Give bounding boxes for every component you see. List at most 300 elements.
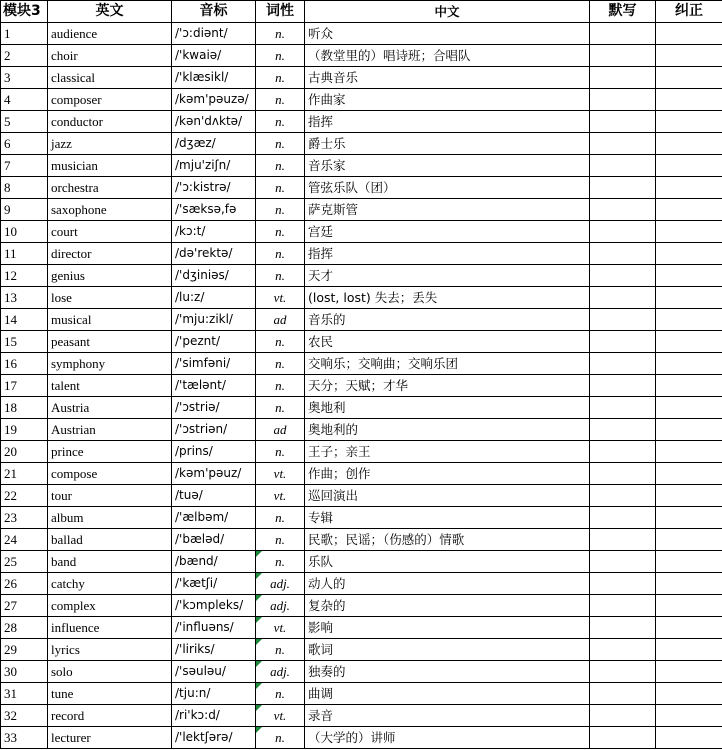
cell-number[interactable] bbox=[1, 199, 48, 221]
table-row bbox=[1, 529, 722, 551]
header-phonetic[interactable]: 音标 bbox=[172, 1, 256, 23]
cell-correction[interactable] bbox=[656, 287, 722, 309]
cell-phonetic[interactable] bbox=[172, 67, 256, 89]
cell-dictation[interactable] bbox=[590, 419, 656, 441]
cell-chinese-text: 指挥 bbox=[308, 246, 334, 261]
cell-chinese[interactable] bbox=[305, 177, 590, 199]
cell-dictation[interactable] bbox=[590, 639, 656, 661]
cell-chinese[interactable] bbox=[305, 617, 590, 639]
cell-pos[interactable] bbox=[256, 23, 305, 45]
cell-chinese[interactable] bbox=[305, 45, 590, 67]
cell-correction[interactable] bbox=[656, 551, 722, 573]
cell-phonetic[interactable] bbox=[172, 529, 256, 551]
cell-phonetic[interactable] bbox=[172, 595, 256, 617]
cell-dictation[interactable] bbox=[590, 353, 656, 375]
cell-english[interactable] bbox=[48, 177, 172, 199]
cell-dictation[interactable] bbox=[590, 705, 656, 727]
cell-phonetic[interactable] bbox=[172, 309, 256, 331]
cell-pos[interactable] bbox=[256, 45, 305, 67]
table-row bbox=[1, 23, 722, 45]
cell-phonetic[interactable] bbox=[172, 199, 256, 221]
cell-correction[interactable] bbox=[656, 617, 722, 639]
cell-number-text: 8 bbox=[4, 180, 11, 195]
cell-phonetic-text: /'ɔstriən/ bbox=[175, 422, 228, 436]
cell-chinese[interactable] bbox=[305, 529, 590, 551]
cell-phonetic[interactable] bbox=[172, 551, 256, 573]
cell-correction[interactable] bbox=[656, 89, 722, 111]
cell-pos[interactable] bbox=[256, 507, 305, 529]
cell-phonetic-text: /də'rektə/ bbox=[175, 246, 233, 260]
cell-dictation[interactable] bbox=[590, 375, 656, 397]
cell-phonetic[interactable] bbox=[172, 331, 256, 353]
cell-chinese[interactable] bbox=[305, 331, 590, 353]
cell-phonetic[interactable] bbox=[172, 419, 256, 441]
cell-pos[interactable] bbox=[256, 177, 305, 199]
cell-english[interactable] bbox=[48, 573, 172, 595]
cell-pos[interactable] bbox=[256, 155, 305, 177]
cell-number-text: 10 bbox=[4, 224, 17, 239]
cell-phonetic-text: /'sæksə,fə bbox=[175, 202, 237, 216]
cell-pos[interactable] bbox=[256, 67, 305, 89]
cell-dictation[interactable] bbox=[590, 441, 656, 463]
cell-dictation[interactable] bbox=[590, 199, 656, 221]
cell-chinese[interactable] bbox=[305, 661, 590, 683]
cell-english[interactable] bbox=[48, 551, 172, 573]
cell-number[interactable] bbox=[1, 331, 48, 353]
cell-english[interactable] bbox=[48, 23, 172, 45]
cell-correction[interactable] bbox=[656, 67, 722, 89]
cell-number[interactable] bbox=[1, 485, 48, 507]
cell-chinese-text: 动人的 bbox=[308, 576, 346, 591]
cell-phonetic[interactable] bbox=[172, 727, 256, 749]
cell-pos-text: n. bbox=[275, 48, 285, 63]
cell-number[interactable] bbox=[1, 243, 48, 265]
cell-phonetic-text: /kəm'pəuz/ bbox=[175, 466, 242, 480]
cell-chinese[interactable] bbox=[305, 485, 590, 507]
cell-phonetic[interactable] bbox=[172, 133, 256, 155]
cell-pos[interactable] bbox=[256, 573, 305, 595]
header-pos[interactable]: 词性 bbox=[256, 1, 305, 23]
cell-correction[interactable] bbox=[656, 309, 722, 331]
cell-chinese[interactable] bbox=[305, 353, 590, 375]
header-correction[interactable]: 纠正 bbox=[656, 1, 722, 23]
cell-english[interactable] bbox=[48, 485, 172, 507]
cell-dictation[interactable] bbox=[590, 573, 656, 595]
cell-correction[interactable] bbox=[656, 221, 722, 243]
cell-correction[interactable] bbox=[656, 661, 722, 683]
table-row bbox=[1, 639, 722, 661]
cell-pos[interactable] bbox=[256, 221, 305, 243]
cell-pos[interactable] bbox=[256, 375, 305, 397]
cell-number[interactable] bbox=[1, 617, 48, 639]
cell-correction[interactable] bbox=[656, 507, 722, 529]
cell-phonetic[interactable] bbox=[172, 111, 256, 133]
cell-correction[interactable] bbox=[656, 529, 722, 551]
cell-english[interactable] bbox=[48, 661, 172, 683]
cell-dictation[interactable] bbox=[590, 67, 656, 89]
cell-chinese[interactable] bbox=[305, 309, 590, 331]
cell-pos-text: n. bbox=[275, 532, 285, 547]
cell-phonetic-text: /kɔ:t/ bbox=[175, 224, 206, 238]
cell-phonetic[interactable] bbox=[172, 507, 256, 529]
cell-correction[interactable] bbox=[656, 419, 722, 441]
cell-dictation[interactable] bbox=[590, 23, 656, 45]
cell-phonetic[interactable] bbox=[172, 705, 256, 727]
cell-english[interactable] bbox=[48, 639, 172, 661]
cell-pos[interactable] bbox=[256, 331, 305, 353]
cell-phonetic[interactable] bbox=[172, 353, 256, 375]
cell-dictation[interactable] bbox=[590, 89, 656, 111]
cell-number[interactable] bbox=[1, 353, 48, 375]
cell-dictation[interactable] bbox=[590, 397, 656, 419]
cell-number-text: 17 bbox=[4, 378, 17, 393]
cell-phonetic[interactable] bbox=[172, 397, 256, 419]
cell-number[interactable] bbox=[1, 265, 48, 287]
cell-pos[interactable] bbox=[256, 463, 305, 485]
cell-chinese[interactable] bbox=[305, 573, 590, 595]
cell-pos[interactable] bbox=[256, 397, 305, 419]
cell-dictation[interactable] bbox=[590, 221, 656, 243]
cell-pos[interactable] bbox=[256, 243, 305, 265]
cell-number-text: 31 bbox=[4, 686, 17, 701]
cell-correction[interactable] bbox=[656, 463, 722, 485]
cell-chinese[interactable] bbox=[305, 683, 590, 705]
cell-correction[interactable] bbox=[656, 375, 722, 397]
cell-phonetic-text: /bænd/ bbox=[175, 554, 218, 568]
cell-pos-text: n. bbox=[275, 444, 285, 459]
cell-pos[interactable] bbox=[256, 661, 305, 683]
cell-phonetic[interactable] bbox=[172, 45, 256, 67]
cell-correction[interactable] bbox=[656, 485, 722, 507]
cell-correction[interactable] bbox=[656, 23, 722, 45]
cell-chinese[interactable] bbox=[305, 111, 590, 133]
cell-correction[interactable] bbox=[656, 45, 722, 67]
cell-chinese-text: 录音 bbox=[308, 708, 334, 723]
cell-english-text: ballad bbox=[51, 532, 83, 547]
cell-english[interactable] bbox=[48, 419, 172, 441]
cell-phonetic-text: /tuə/ bbox=[175, 488, 203, 502]
cell-pos[interactable] bbox=[256, 309, 305, 331]
cell-number[interactable] bbox=[1, 221, 48, 243]
cell-number[interactable] bbox=[1, 463, 48, 485]
cell-correction[interactable] bbox=[656, 133, 722, 155]
cell-chinese[interactable] bbox=[305, 727, 590, 749]
cell-pos[interactable] bbox=[256, 419, 305, 441]
cell-pos[interactable] bbox=[256, 89, 305, 111]
cell-english[interactable] bbox=[48, 89, 172, 111]
cell-number[interactable] bbox=[1, 595, 48, 617]
cell-phonetic[interactable] bbox=[172, 265, 256, 287]
cell-pos[interactable] bbox=[256, 353, 305, 375]
cell-english-text: solo bbox=[51, 664, 73, 679]
cell-dictation[interactable] bbox=[590, 617, 656, 639]
cell-english[interactable] bbox=[48, 507, 172, 529]
cell-pos-text: adj. bbox=[270, 576, 290, 591]
cell-chinese-text: 影响 bbox=[308, 620, 334, 635]
cell-chinese[interactable] bbox=[305, 507, 590, 529]
cell-correction[interactable] bbox=[656, 683, 722, 705]
table-row bbox=[1, 463, 722, 485]
cell-english[interactable] bbox=[48, 199, 172, 221]
cell-number[interactable] bbox=[1, 727, 48, 749]
cell-pos[interactable] bbox=[256, 287, 305, 309]
cell-pos[interactable] bbox=[256, 551, 305, 573]
cell-phonetic[interactable] bbox=[172, 639, 256, 661]
cell-phonetic-text: /'liriks/ bbox=[175, 642, 215, 656]
table-row bbox=[1, 507, 722, 529]
cell-phonetic[interactable] bbox=[172, 177, 256, 199]
cell-correction[interactable] bbox=[656, 353, 722, 375]
cell-chinese[interactable] bbox=[305, 23, 590, 45]
cell-chinese[interactable] bbox=[305, 397, 590, 419]
header-module[interactable]: 模块3 bbox=[1, 1, 48, 23]
cell-pos[interactable] bbox=[256, 595, 305, 617]
cell-phonetic[interactable] bbox=[172, 23, 256, 45]
cell-english[interactable] bbox=[48, 617, 172, 639]
cell-phonetic[interactable] bbox=[172, 617, 256, 639]
cell-chinese[interactable] bbox=[305, 419, 590, 441]
cell-dictation[interactable] bbox=[590, 661, 656, 683]
cell-number[interactable] bbox=[1, 507, 48, 529]
cell-number[interactable] bbox=[1, 309, 48, 331]
cell-number[interactable] bbox=[1, 155, 48, 177]
cell-dictation[interactable] bbox=[590, 595, 656, 617]
cell-number[interactable] bbox=[1, 397, 48, 419]
cell-phonetic[interactable] bbox=[172, 463, 256, 485]
header-dictation[interactable]: 默写 bbox=[590, 1, 656, 23]
cell-chinese-text: 指挥 bbox=[308, 114, 334, 129]
cell-correction[interactable] bbox=[656, 111, 722, 133]
cell-english[interactable] bbox=[48, 683, 172, 705]
cell-english[interactable] bbox=[48, 67, 172, 89]
cell-dictation[interactable] bbox=[590, 309, 656, 331]
cell-pos[interactable] bbox=[256, 111, 305, 133]
cell-dictation[interactable] bbox=[590, 331, 656, 353]
cell-correction[interactable] bbox=[656, 243, 722, 265]
cell-english[interactable] bbox=[48, 45, 172, 67]
cell-english[interactable] bbox=[48, 353, 172, 375]
cell-number[interactable] bbox=[1, 111, 48, 133]
cell-dictation[interactable] bbox=[590, 463, 656, 485]
cell-dictation[interactable] bbox=[590, 287, 656, 309]
cell-english[interactable] bbox=[48, 441, 172, 463]
cell-chinese-text: 音乐的 bbox=[308, 312, 346, 327]
cell-dictation[interactable] bbox=[590, 683, 656, 705]
cell-chinese-text: 古典音乐 bbox=[308, 70, 359, 85]
table-row bbox=[1, 155, 722, 177]
cell-english[interactable] bbox=[48, 287, 172, 309]
cell-pos-text: n. bbox=[275, 510, 285, 525]
cell-phonetic[interactable] bbox=[172, 155, 256, 177]
cell-phonetic-text: /'səuləu/ bbox=[175, 664, 226, 678]
cell-chinese[interactable] bbox=[305, 67, 590, 89]
cell-chinese[interactable] bbox=[305, 441, 590, 463]
cell-number[interactable] bbox=[1, 375, 48, 397]
cell-number[interactable] bbox=[1, 661, 48, 683]
cell-pos-text: n. bbox=[275, 730, 285, 745]
cell-english[interactable] bbox=[48, 155, 172, 177]
cell-phonetic[interactable] bbox=[172, 661, 256, 683]
cell-dictation[interactable] bbox=[590, 177, 656, 199]
cell-english[interactable] bbox=[48, 309, 172, 331]
cell-english[interactable] bbox=[48, 265, 172, 287]
cell-pos[interactable] bbox=[256, 617, 305, 639]
cell-number-text: 23 bbox=[4, 510, 17, 525]
cell-english[interactable] bbox=[48, 397, 172, 419]
cell-correction[interactable] bbox=[656, 705, 722, 727]
cell-chinese[interactable] bbox=[305, 705, 590, 727]
cell-pos[interactable] bbox=[256, 639, 305, 661]
cell-number-text: 1 bbox=[4, 26, 11, 41]
cell-number[interactable] bbox=[1, 23, 48, 45]
cell-number-text: 15 bbox=[4, 334, 17, 349]
cell-number-text: 5 bbox=[4, 114, 11, 129]
cell-number[interactable] bbox=[1, 705, 48, 727]
cell-number-text: 11 bbox=[4, 246, 17, 261]
cell-number[interactable] bbox=[1, 45, 48, 67]
cell-number[interactable] bbox=[1, 551, 48, 573]
cell-correction[interactable] bbox=[656, 573, 722, 595]
cell-chinese[interactable] bbox=[305, 221, 590, 243]
header-chinese[interactable]: 中文 bbox=[305, 1, 590, 23]
cell-dictation[interactable] bbox=[590, 265, 656, 287]
cell-english-text: catchy bbox=[51, 576, 85, 591]
cell-pos[interactable] bbox=[256, 199, 305, 221]
cell-correction[interactable] bbox=[656, 265, 722, 287]
cell-chinese[interactable] bbox=[305, 375, 590, 397]
table-row bbox=[1, 551, 722, 573]
cell-phonetic[interactable] bbox=[172, 375, 256, 397]
cell-chinese[interactable] bbox=[305, 133, 590, 155]
cell-pos[interactable] bbox=[256, 133, 305, 155]
cell-english[interactable] bbox=[48, 111, 172, 133]
cell-english[interactable] bbox=[48, 595, 172, 617]
cell-correction[interactable] bbox=[656, 155, 722, 177]
cell-chinese[interactable] bbox=[305, 595, 590, 617]
cell-english-text: musician bbox=[51, 158, 98, 173]
cell-number-text: 6 bbox=[4, 136, 11, 151]
cell-phonetic[interactable] bbox=[172, 221, 256, 243]
cell-english[interactable] bbox=[48, 463, 172, 485]
cell-chinese-text: (lost, lost) 失去；丢失 bbox=[308, 290, 438, 305]
cell-number-text: 3 bbox=[4, 70, 11, 85]
cell-pos[interactable] bbox=[256, 441, 305, 463]
cell-number[interactable] bbox=[1, 529, 48, 551]
cell-number[interactable] bbox=[1, 89, 48, 111]
cell-english-text: conductor bbox=[51, 114, 103, 129]
cell-number[interactable] bbox=[1, 177, 48, 199]
cell-phonetic[interactable] bbox=[172, 573, 256, 595]
cell-correction[interactable] bbox=[656, 727, 722, 749]
cell-pos[interactable] bbox=[256, 485, 305, 507]
cell-number[interactable] bbox=[1, 639, 48, 661]
cell-number[interactable] bbox=[1, 573, 48, 595]
cell-pos-text: n. bbox=[275, 92, 285, 107]
cell-correction[interactable] bbox=[656, 441, 722, 463]
header-english[interactable]: 英文 bbox=[48, 1, 172, 23]
cell-english-text: lyrics bbox=[51, 642, 80, 657]
cell-english-text: Austrian bbox=[51, 422, 96, 437]
cell-chinese[interactable] bbox=[305, 639, 590, 661]
cell-english[interactable] bbox=[48, 705, 172, 727]
cell-dictation[interactable] bbox=[590, 45, 656, 67]
cell-english-text: Austria bbox=[51, 400, 90, 415]
cell-chinese-text: 乐队 bbox=[308, 554, 334, 569]
cell-chinese-text: 交响乐；交响曲；交响乐团 bbox=[308, 356, 459, 371]
cell-english[interactable] bbox=[48, 133, 172, 155]
cell-dictation[interactable] bbox=[590, 155, 656, 177]
cell-correction[interactable] bbox=[656, 639, 722, 661]
cell-chinese[interactable] bbox=[305, 243, 590, 265]
cell-number[interactable] bbox=[1, 441, 48, 463]
cell-phonetic[interactable] bbox=[172, 89, 256, 111]
cell-number[interactable] bbox=[1, 683, 48, 705]
cell-phonetic[interactable] bbox=[172, 485, 256, 507]
cell-pos[interactable] bbox=[256, 265, 305, 287]
cell-phonetic[interactable] bbox=[172, 287, 256, 309]
cell-number[interactable] bbox=[1, 133, 48, 155]
cell-phonetic-text: /'kwaiə/ bbox=[175, 48, 222, 62]
cell-chinese[interactable] bbox=[305, 155, 590, 177]
cell-pos-text: n. bbox=[275, 378, 285, 393]
cell-dictation[interactable] bbox=[590, 485, 656, 507]
cell-number[interactable] bbox=[1, 67, 48, 89]
cell-chinese-text: 专辑 bbox=[308, 510, 334, 525]
cell-dictation[interactable] bbox=[590, 243, 656, 265]
cell-correction[interactable] bbox=[656, 595, 722, 617]
cell-pos-text: adj. bbox=[270, 598, 290, 613]
cell-number-text: 28 bbox=[4, 620, 17, 635]
cell-chinese[interactable] bbox=[305, 199, 590, 221]
cell-english[interactable] bbox=[48, 529, 172, 551]
cell-phonetic-text: /'klæsikl/ bbox=[175, 70, 229, 84]
cell-dictation[interactable] bbox=[590, 133, 656, 155]
cell-number[interactable] bbox=[1, 419, 48, 441]
cell-pos[interactable] bbox=[256, 705, 305, 727]
cell-english[interactable] bbox=[48, 221, 172, 243]
cell-correction[interactable] bbox=[656, 331, 722, 353]
cell-pos[interactable] bbox=[256, 529, 305, 551]
cell-english[interactable] bbox=[48, 727, 172, 749]
cell-chinese[interactable] bbox=[305, 89, 590, 111]
cell-dictation[interactable] bbox=[590, 529, 656, 551]
cell-dictation[interactable] bbox=[590, 507, 656, 529]
cell-dictation[interactable] bbox=[590, 551, 656, 573]
cell-chinese[interactable] bbox=[305, 463, 590, 485]
cell-correction[interactable] bbox=[656, 199, 722, 221]
cell-english-text: compose bbox=[51, 466, 98, 481]
cell-dictation[interactable] bbox=[590, 727, 656, 749]
cell-phonetic[interactable] bbox=[172, 441, 256, 463]
cell-number[interactable] bbox=[1, 287, 48, 309]
cell-correction[interactable] bbox=[656, 397, 722, 419]
cell-phonetic[interactable] bbox=[172, 683, 256, 705]
cell-phonetic[interactable] bbox=[172, 243, 256, 265]
cell-correction[interactable] bbox=[656, 177, 722, 199]
table-row bbox=[1, 595, 722, 617]
comment-flag-icon bbox=[256, 661, 262, 667]
cell-english[interactable] bbox=[48, 243, 172, 265]
cell-pos[interactable] bbox=[256, 683, 305, 705]
cell-chinese[interactable] bbox=[305, 287, 590, 309]
cell-chinese-text: 独奏的 bbox=[308, 664, 346, 679]
cell-chinese[interactable] bbox=[305, 265, 590, 287]
cell-pos[interactable] bbox=[256, 727, 305, 749]
cell-chinese[interactable] bbox=[305, 551, 590, 573]
cell-english[interactable] bbox=[48, 331, 172, 353]
cell-english[interactable] bbox=[48, 375, 172, 397]
cell-dictation[interactable] bbox=[590, 111, 656, 133]
